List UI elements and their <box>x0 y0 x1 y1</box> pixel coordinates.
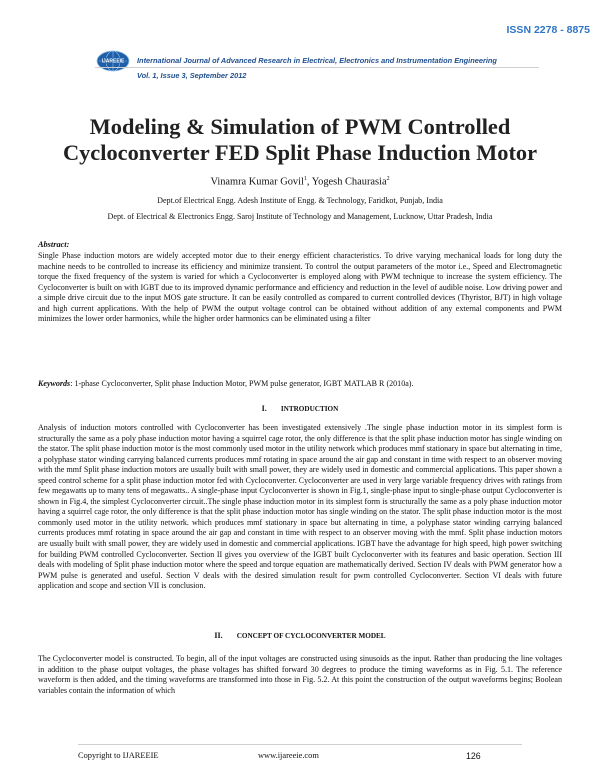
footer-copyright: Copyright to IJAREEIE <box>78 751 159 760</box>
section-1-number: I. <box>261 404 267 413</box>
keywords <box>38 379 413 388</box>
section-1-heading <box>0 404 600 413</box>
author-1-affiliation: 1 <box>303 176 307 182</box>
keywords-text: : 1-phase Cycloconverter, Split phase Induction Motor, PWM pulse generator, IGBT MATLAB R (2010a). <box>70 379 414 388</box>
journal-logo <box>95 48 131 78</box>
author-2: Yogesh Chaurasia <box>311 176 387 188</box>
abstract-heading: Abstract: <box>38 240 70 249</box>
section-1-title: INTRODUCTION <box>280 405 339 413</box>
issn-number: ISSN 2278 - 8875 <box>506 24 590 36</box>
section-2-title: CONCEPT OF CYCLOCONVERTER MODEL <box>236 632 386 640</box>
authors <box>0 176 600 187</box>
footer-divider <box>78 744 522 745</box>
section-2-number: II. <box>214 631 223 640</box>
section-2-heading <box>0 631 600 640</box>
logo-text: IJAREEIE <box>101 58 125 65</box>
section-2-text: The Cycloconverter model is constructed. To begin, all of the input voltages are constructed using sinusoids as the input. Rather than producing the line voltages in addition to the phase output voltages, the phase voltages has shifted forward 30 degrees to produce the timing waveforms as in Fig. 5.1. The reference waveform is then added, and the timing waveforms are transformed into those in Fig. 5.2. At this point the construction of the output waveforms begins; Boolean variables contain the information of which <box>38 654 562 695</box>
keywords-label: Keywords <box>38 379 71 388</box>
affiliation-2: Dept. of Electrical & Electronics Engg. Saroj Institute of Technology and Management, Lucknow, Uttar Pradesh, India <box>107 212 493 221</box>
page-number: 126 <box>466 751 481 761</box>
globe-logo-icon <box>95 48 131 78</box>
author-2-affiliation: 2 <box>386 176 390 182</box>
footer-website-link[interactable]: www.ijareeie.com <box>258 751 319 760</box>
author-separator: , <box>306 176 312 188</box>
section-1-text: Analysis of induction motors controlled with Cycloconverter has been investigated extensively .The single phase induction motor in its simplest form is structurally the same as a poly phase induction motor having a squirrel cage rotor, the only difference is that the split phase induction motor has single winding on the stator. The split phase induction motor is the most commonly used motor in the utility network which produces mmf stationary in space but alternating in time, a polyphase stator winding carrying balanced currents produces mmf rotating in space around the air gap and constant in time with respect to an observer moving with the mmf Split phase induction motors are usually built with small power, they are widely used in domestic and commercial applications. This paper shown a speed control scheme for a split phase induction motor fed with Cycloconverter. Cycloconverter are used in very large variable frequency drives with ratings from few megawatts up to many tens of megawatts.. A single-phase input Cycloconverter is shown in Fig.1, single-phase input to single-phase output Cycloconverter is shown in Fig.4, the simplest Cycloconverter circuit..The single phase induction motor in its simplest form is structurally the same as a poly phase induction motor having a squirrel cage rotor, the only difference is that the split phase induction motor has single winding on the stator. The split phase induction motor is the most commonly used motor in the utility network. which produces mmf stationary in space but alternating in time, a polyphase stator winding carrying balanced currents produces mmf rotating in space around the air gap and constant in time with respect to an observer moving with the mmf. Split phase induction motors are usually built with small power, they are widely used in domestic and commercial applications. IGBT have the advantage for high speed, high power switching for building PWM controlled Cycloconverter. Section II gives you overview of the IGBT built Cycloconverter with its features and basic operation. Section III deals with modeling of Split phase induction motor where the speed and torque equation are mathematically derived. Section IV deals with PWM generator how a PWM pulse is generated and useful. Section V deals with the desired simulation result for pwm controlled Cycloconverter. Section VI deals with future application and scope and section VII is conclusion. <box>38 423 562 591</box>
paper-title-line-1: Modeling & Simulation of PWM Controlled <box>89 114 511 139</box>
header-divider <box>95 67 539 68</box>
paper-title-line-2: Cycloconverter FED Split Phase Induction Motor <box>62 140 538 165</box>
journal-name: International Journal of Advanced Research in Electrical, Electronics and Instrumentation Engineering <box>137 56 497 65</box>
journal-volume: Vol. 1, Issue 3, September 2012 <box>137 71 247 80</box>
abstract-text: Single Phase induction motors are widely accepted motor due to their energy efficient characteristics. To drive varying mechanical loads for long duty the machine needs to be controlled to increase its efficiency and minimize transient. To control the output parameters of the motor i.e., Speed and Electromagnetic torque the fixed frequency of the system is varied for which a Cycloconverter is employed along with PWM technique to increase the system efficiency. The Cycloconverter is built on with IGBT due to its improved dynamic performance and efficiency and reduction in the level of audible noise. Low driving power and a simple drive circuit due to the input MOS gate structure. It can be easily controlled as compared to current controlled devices (Thyristor, BJT) in high voltage and high current applications. With the help of PWM the output voltage control can be obtained without addition of any external components and PWM minimizes the lower order harmonics, while the higher order harmonics can be eliminated using a filter <box>38 251 562 324</box>
paper-title <box>20 114 580 166</box>
affiliation-1: Dept.of Electrical Engg. Adesh Institute of Engg. & Technology, Faridkot, Punjab, India <box>157 196 443 205</box>
author-1: Vinamra Kumar Govil <box>210 176 304 188</box>
